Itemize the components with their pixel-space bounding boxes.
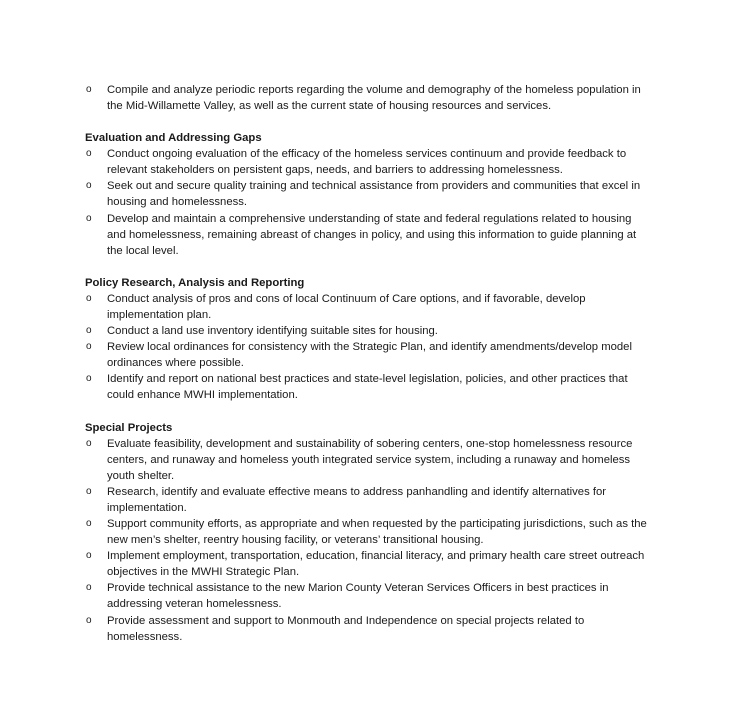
list-item xyxy=(85,484,650,516)
list-item-text: Evaluate feasibility, development and sustainability of sobering centers, one-stop homelessness resource centers, and runaway and homeless youth integrated service system, including a runaway and homeless youth shelter. xyxy=(107,437,633,482)
bullet-marker: o xyxy=(86,325,92,337)
intro-section xyxy=(85,82,650,114)
list-item xyxy=(85,516,650,548)
bullet-marker: o xyxy=(86,485,92,497)
section-evaluation-gaps xyxy=(85,130,650,259)
bullet-marker: o xyxy=(86,517,92,529)
list-item xyxy=(85,548,650,580)
list-item xyxy=(85,580,650,612)
list-item xyxy=(85,178,650,210)
list-item-text: Provide assessment and support to Monmouth and Independence on special projects related to homelessness. xyxy=(107,614,585,643)
bullet-list xyxy=(85,291,650,404)
list-item-text: Research, identify and evaluate effective means to address panhandling and identify alternatives for implementation. xyxy=(107,485,607,514)
list-item-text: Conduct a land use inventory identifying suitable sites for housing. xyxy=(107,325,438,338)
list-item-text: Review local ordinances for consistency with the Strategic Plan, and identify amendments/develop model ordinances where possible. xyxy=(107,341,632,370)
document-page xyxy=(85,82,650,645)
bullet-marker: o xyxy=(86,550,92,562)
section-heading: Policy Research, Analysis and Reporting xyxy=(85,276,305,289)
bullet-marker: o xyxy=(86,180,92,192)
list-item-text: Implement employment, transportation, education, financial literacy, and primary health care street outreach objectives in the MWHI Strategic Plan. xyxy=(107,550,645,579)
list-item-text: Conduct analysis of pros and cons of local Continuum of Care options, and if favorable, develop implementation plan. xyxy=(107,292,586,321)
list-item-text: Conduct ongoing evaluation of the efficacy of the homeless services continuum and provide feedback to relevant stakeholders on persistent gaps, needs, and barriers to addressing homelessness. xyxy=(107,148,627,177)
section-special-projects xyxy=(85,420,650,645)
section-policy-research xyxy=(85,275,650,404)
list-item xyxy=(85,146,650,178)
section-heading: Evaluation and Addressing Gaps xyxy=(85,132,262,145)
bullet-marker: o xyxy=(86,292,92,304)
list-item-text: Support community efforts, as appropriate and when requested by the participating jurisdictions, such as the new men’s shelter, reentry housing facility, or veterans’ transitional housing. xyxy=(107,517,647,547)
list-item xyxy=(85,613,650,645)
list-item xyxy=(85,339,650,371)
intro-bullet-list xyxy=(85,82,650,114)
bullet-list xyxy=(85,146,650,259)
list-item xyxy=(85,371,650,403)
list-item-text: Identify and report on national best practices and state-level legislation, policies, and other practices that could enhance MWHI implementation. xyxy=(107,373,628,402)
bullet-marker: o xyxy=(86,373,92,385)
section-heading: Special Projects xyxy=(85,421,173,434)
list-item-text: Develop and maintain a comprehensive understanding of state and federal regulations related to housing and homelessness, remaining abreast of changes in policy, and using this information to guide planning at the local level. xyxy=(107,212,637,257)
bullet-marker: o xyxy=(86,341,92,353)
bullet-list xyxy=(85,436,650,645)
list-item xyxy=(85,82,650,114)
bullet-marker: o xyxy=(86,437,92,449)
list-item-text: Seek out and secure quality training and technical assistance from providers and communities that excel in housing and homelessness. xyxy=(107,180,641,209)
list-item xyxy=(85,211,650,259)
list-item-text: Compile and analyze periodic reports regarding the volume and demography of the homeless population in the Mid-Willamette Valley, as well as the current state of housing resources and services. xyxy=(107,84,641,113)
list-item xyxy=(85,291,650,323)
bullet-marker: o xyxy=(86,614,92,626)
bullet-marker: o xyxy=(86,148,92,160)
bullet-marker: o xyxy=(86,582,92,594)
bullet-marker: o xyxy=(86,84,92,95)
list-item-text: Provide technical assistance to the new Marion County Veteran Services Officers in best practices in addressing veteran homelessness. xyxy=(107,582,609,611)
list-item xyxy=(85,323,650,339)
list-item xyxy=(85,436,650,484)
bullet-marker: o xyxy=(86,212,92,224)
